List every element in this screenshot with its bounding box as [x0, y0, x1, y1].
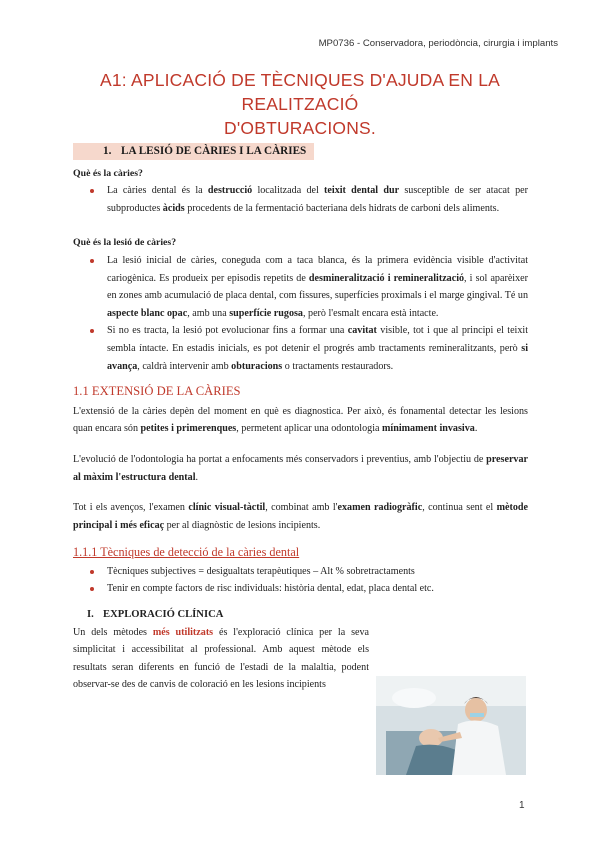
- section-1-1-1-heading: 1.1.1 Tècniques de detecció de la càries dental: [73, 545, 300, 560]
- dentist-illustration: [376, 676, 526, 775]
- page-title: A1: APLICACIÓ DE TÈCNIQUES D'AJUDA EN LA REALITZACIÓ D'OBTURACIONS.: [99, 70, 501, 138]
- list-item: La càries dental és la destrucció localitzada del teixit dental dur susceptible de ser atacat per subproductes àcids procedents de la fermentació bacteriana dels hidrats de carboni dels aliments.: [73, 182, 528, 217]
- list-item: Tenir en compte factors de risc individuals: història dental, edat, placa dental etc.: [73, 580, 528, 598]
- exploracio-heading: I. EXPLORACIÓ CLÍNICA: [87, 609, 224, 621]
- detection-techniques-list: [73, 563, 528, 598]
- paragraph: Tot i els avenços, l'examen clínic visual-tàctil, combinat amb l'examen radiogràfic, continua sent el mètode principal i més eficaç per al diagnòstic de lesions incipients.: [73, 502, 528, 531]
- document-body: [73, 143, 528, 694]
- paragraph: L'evolució de l'odontologia ha portat a enfocaments més conservadors i preventius, amb l'objectiu de preservar al màxim l'estructura dental.: [73, 453, 528, 483]
- dental-exam-photo: [376, 676, 526, 775]
- paragraph: L'extensió de la càries depèn del moment en què es diagnostica. Per això, és fonamental detectar les lesions quan encara són petites i primerenques, permetent aplicar una odontologia mínimament invasiva.: [73, 405, 528, 435]
- question-caries: Què és la càries?: [73, 167, 143, 179]
- caries-definition-list: [73, 182, 528, 217]
- list-item: La lesió inicial de càries, coneguda com a taca blanca, és la primera evidència visible d'activitat cariogènica. Es produeix per episodis repetits de desmineralització i remineralització, i sol aparèixer en zones amb acumulació de placa dental, com fissures, superfícies proximals i el marge gingival. Té un aspecte blanc opac, amb una superfície rugosa, però l'esmalt encara està intacte.: [73, 252, 528, 322]
- section-1-heading: 1. LA LESIÓ DE CÀRIES I LA CÀRIES: [73, 143, 314, 160]
- paragraph: Un dels mètodes més utilitzats és l'exploració clínica per la seva simplicitat i accessibilitat al professional. Amb aquest mètode els resultats seran diferents en funció de l'estadi de la malaltia, podent observar-se des de canvis de coloració en les lesions incipients: [73, 626, 370, 691]
- lesio-definition-list: [73, 252, 528, 375]
- list-item: Si no es tracta, la lesió pot evolucionar fins a formar una cavitat visible, tot i que al principi el teixit sembla íntacte. En estadis inicials, es pot detenir el progrés amb tractaments remineralitzants, però si avança, caldrà intervenir amb obturacions o tractaments restauradors.: [73, 322, 528, 375]
- question-lesio: Què és la lesió de càries?: [73, 237, 177, 249]
- page-number: 1: [519, 800, 525, 811]
- section-1-1-heading: 1.1 EXTENSIÓ DE LA CÀRIES: [73, 384, 241, 399]
- document-header: MP0736 - Conservadora, periodòncia, cirurgia i implants: [318, 38, 558, 49]
- list-item: Tècniques subjectives = desigualtats terapèutiques – Alt % sobretractaments: [73, 563, 528, 581]
